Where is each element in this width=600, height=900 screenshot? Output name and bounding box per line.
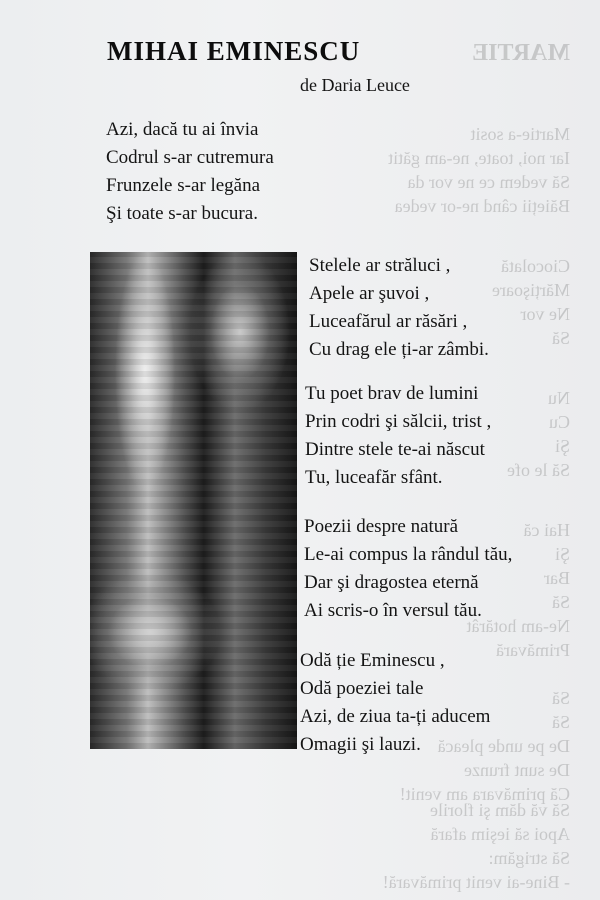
- verse-line: Dar şi dragostea eternă: [304, 572, 479, 593]
- bleed-through-line: Apoi să ieşim afară: [430, 824, 570, 844]
- bleed-through-line: - Bine-ai venit primăvară!: [382, 872, 570, 892]
- verse-line: Azi, dacă tu ai învia: [106, 119, 259, 140]
- verse-line: Poezii despre natură: [304, 516, 459, 537]
- bleed-through-title: MARTIE: [472, 40, 570, 66]
- verse-line: Azi, de ziua ta-ți aducem: [300, 706, 491, 727]
- verse-line: Omagii şi lauzi.: [300, 734, 421, 755]
- bleed-through-line: Iar noi, toate, ne-am gătit: [388, 148, 570, 168]
- verse-line: Cu drag ele ți-ar zâmbi.: [309, 339, 489, 360]
- verse-line: Le-ai compus la rândul tău,: [304, 544, 513, 565]
- verse-line: Codrul s-ar cutremura: [106, 147, 274, 168]
- bleed-through-line: Şi: [554, 544, 570, 564]
- verse-line: Odă poeziei tale: [300, 678, 424, 699]
- portrait-image: [90, 252, 297, 749]
- bleed-through-line: Bar: [544, 568, 570, 588]
- bleed-through-line: Primăvară: [496, 640, 570, 660]
- verse-line: Luceafărul ar răsări ,: [309, 311, 468, 332]
- bleed-through-line: Să: [552, 712, 570, 732]
- bleed-through-line: Că primăvara am venit!: [399, 784, 570, 804]
- bleed-through-line: Mărțişoare: [492, 280, 570, 300]
- verse-line: Şi toate s-ar bucura.: [106, 203, 258, 224]
- verse-line: Odă ție Eminescu ,: [300, 650, 445, 671]
- stanza: [304, 513, 512, 625]
- bleed-through-line: Să vă dăm şi florile: [430, 800, 570, 820]
- bleed-through-line: Să: [552, 688, 570, 708]
- stanza: [309, 252, 489, 364]
- bleed-through-line: De pe unde pleacă: [437, 736, 570, 756]
- bleed-through-line: De sunt frunze: [464, 760, 570, 780]
- stanza: [305, 380, 491, 492]
- verse-line: Dintre stele te-ai născut: [305, 439, 485, 460]
- bleed-through-line: Să strigăm:: [488, 848, 570, 868]
- bleed-through-line: Ne vor: [520, 304, 570, 324]
- poem-title: MIHAI EMINESCU: [107, 36, 361, 66]
- bleed-through-line: Ne-am hotărât: [466, 616, 570, 636]
- verse-line: Ai scris-o în versul tău.: [304, 600, 482, 621]
- verse-line: Stelele ar străluci ,: [309, 255, 451, 276]
- bleed-through-line: Să: [552, 328, 570, 348]
- bleed-through-line: Ciocolată: [501, 256, 570, 276]
- bleed-through-line: Nu: [548, 388, 570, 408]
- verse-line: Apele ar şuvoi ,: [309, 283, 430, 304]
- bleed-through-line: Să le ofe: [507, 460, 570, 480]
- verse-line: Frunzele s-ar legăna: [106, 175, 261, 196]
- verse-line: Tu, luceafăr sfânt.: [305, 467, 443, 488]
- bleed-through-line: Şi: [554, 436, 570, 456]
- stanza: [106, 116, 274, 228]
- bleed-through-line: Să: [552, 592, 570, 612]
- bleed-through-line: Să vedem ce ne vor da: [407, 172, 570, 192]
- verse-line: Prin codri şi sălcii, trist ,: [305, 411, 492, 432]
- poem-author: de Daria Leuce: [300, 75, 410, 95]
- bleed-through-line: Cu: [548, 412, 570, 432]
- bleed-through-line: Hai că: [523, 520, 570, 540]
- stanza: [300, 647, 490, 759]
- bleed-through-line: Băieții când ne-or vedea: [394, 196, 570, 216]
- bleed-through-line: Martie-a sosit: [470, 124, 570, 144]
- verse-line: Tu poet brav de lumini: [305, 383, 479, 404]
